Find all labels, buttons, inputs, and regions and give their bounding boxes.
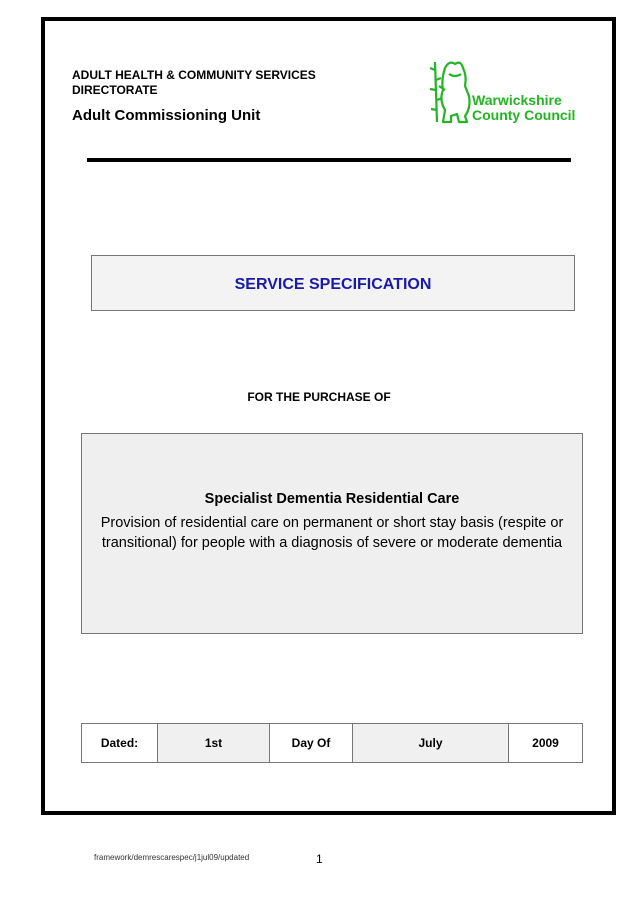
service-box: [81, 433, 583, 634]
page-number: 1: [316, 852, 323, 866]
date-year: 2009: [509, 724, 582, 762]
date-day-of: Day Of: [270, 724, 353, 762]
date-label: Dated:: [82, 724, 158, 762]
specification-box: [91, 255, 575, 311]
purchase-label: FOR THE PURCHASE OF: [247, 390, 391, 404]
directorate-heading: [72, 68, 372, 98]
logo-text-line-2: County Council: [472, 107, 576, 123]
service-description: Provision of residential care on permanent or short stay basis (respite or transitional) for people with a diagnosis of severe or moderate dementia: [100, 515, 564, 551]
date-month: July: [353, 724, 509, 762]
footer-file-path: framework/demrescarespec/j1jul09/updated: [94, 853, 250, 862]
unit-heading: Adult Commissioning Unit: [72, 107, 261, 124]
directorate-line-1: ADULT HEALTH & COMMUNITY SERVICES: [72, 68, 316, 82]
service-title: Specialist Dementia Residential Care: [204, 491, 460, 507]
date-table: [81, 723, 583, 763]
date-day: 1st: [158, 724, 270, 762]
page-border: [41, 17, 616, 815]
header-divider: [87, 158, 571, 162]
specification-title: SERVICE SPECIFICATION: [234, 276, 432, 293]
directorate-line-2: DIRECTORATE: [72, 83, 158, 97]
logo-text-line-1: Warwickshire: [472, 92, 562, 108]
